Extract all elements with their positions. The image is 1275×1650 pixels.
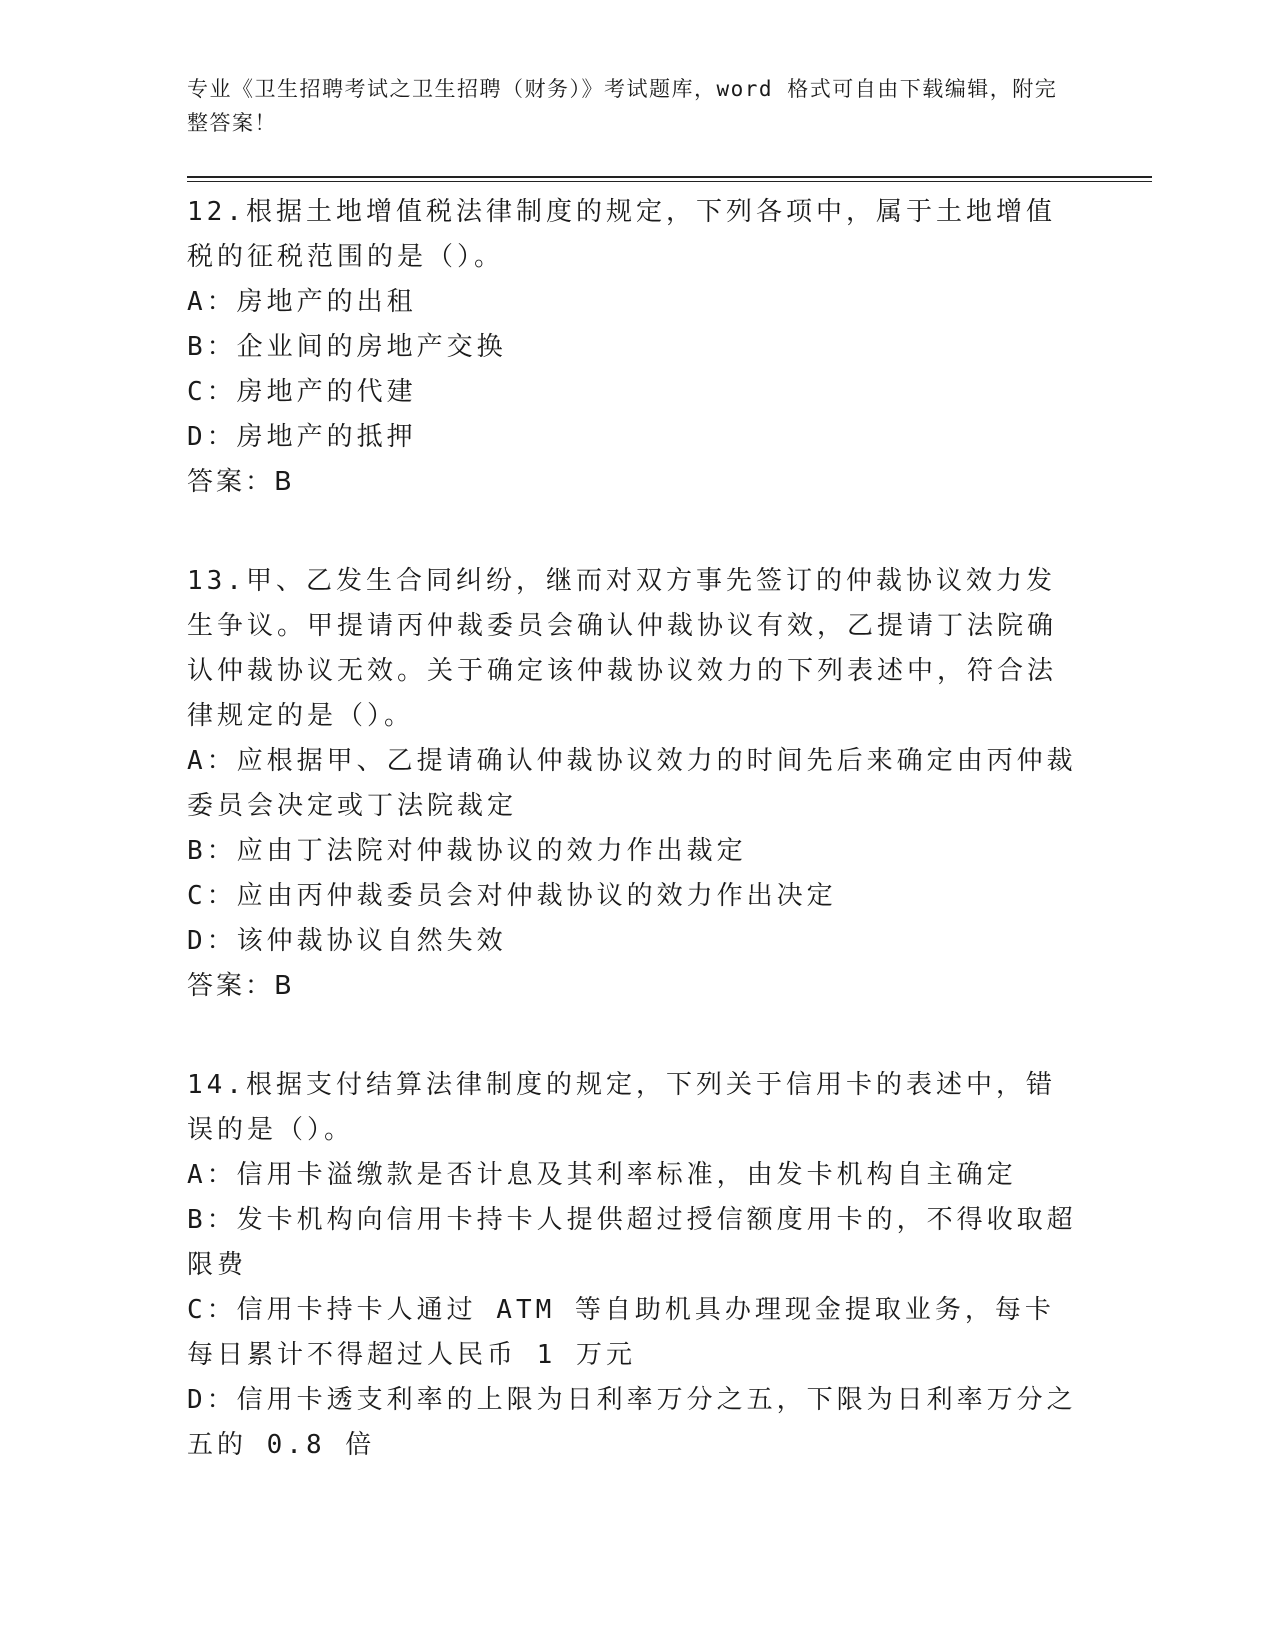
option-b: B：发卡机构向信用卡持卡人提供超过授信额度用卡的，不得收取超限费 — [187, 1205, 1077, 1280]
answer-value: B — [274, 971, 293, 1001]
question-stem: 13.甲、乙发生合同纠纷，继而对双方事先签订的仲裁协议效力发生争议。甲提请丙仲裁委员会确认仲裁协议有效，乙提请丁法院确认仲裁协议无效。关于确定该仲裁协议效力的下列表述中，符合法律规定的是（）。 — [187, 566, 1058, 731]
divider-thin-line — [187, 181, 1152, 182]
document-intro: 专业《卫生招聘考试之卫生招聘（财务）》考试题库，word 格式可自由下载编辑，附完整答案！ — [187, 77, 1058, 135]
answer-value: B — [274, 467, 293, 497]
answer-label: 答案： — [187, 467, 275, 497]
option-a: A：信用卡溢缴款是否计息及其利率标准，由发卡机构自主确定 — [187, 1160, 1017, 1190]
option-d: D：房地产的抵押 — [187, 422, 417, 452]
option-b: B：应由丁法院对仲裁协议的效力作出裁定 — [187, 836, 747, 866]
option-c: C：信用卡持卡人通过 ATM 等自助机具办理现金提取业务，每卡每日累计不得超过人民币 1 万元 — [187, 1295, 1055, 1370]
question-14 — [187, 1063, 1077, 1468]
question-12 — [187, 190, 1077, 505]
option-d: D：信用卡透支利率的上限为日利率万分之五，下限为日利率万分之五的 0.8 倍 — [187, 1385, 1077, 1460]
question-stem: 12.根据土地增值税法律制度的规定，下列各项中，属于土地增值税的征税范围的是（）。 — [187, 197, 1056, 272]
answer-label: 答案： — [187, 971, 275, 1001]
header-divider — [187, 176, 1152, 182]
answer-line — [187, 460, 1077, 505]
question-13 — [187, 559, 1077, 1009]
option-c: C：房地产的代建 — [187, 377, 417, 407]
option-d: D：该仲裁协议自然失效 — [187, 926, 507, 956]
question-stem: 14.根据支付结算法律制度的规定，下列关于信用卡的表述中，错误的是（）。 — [187, 1070, 1056, 1145]
option-a: A：应根据甲、乙提请确认仲裁协议效力的时间先后来确定由丙仲裁委员会决定或丁法院裁定 — [187, 746, 1077, 821]
option-a: A：房地产的出租 — [187, 287, 417, 317]
option-b: B：企业间的房地产交换 — [187, 332, 507, 362]
document-page — [187, 72, 1162, 1468]
option-c: C：应由丙仲裁委员会对仲裁协议的效力作出决定 — [187, 881, 837, 911]
divider-thick-line — [187, 176, 1152, 178]
answer-line — [187, 964, 1077, 1009]
